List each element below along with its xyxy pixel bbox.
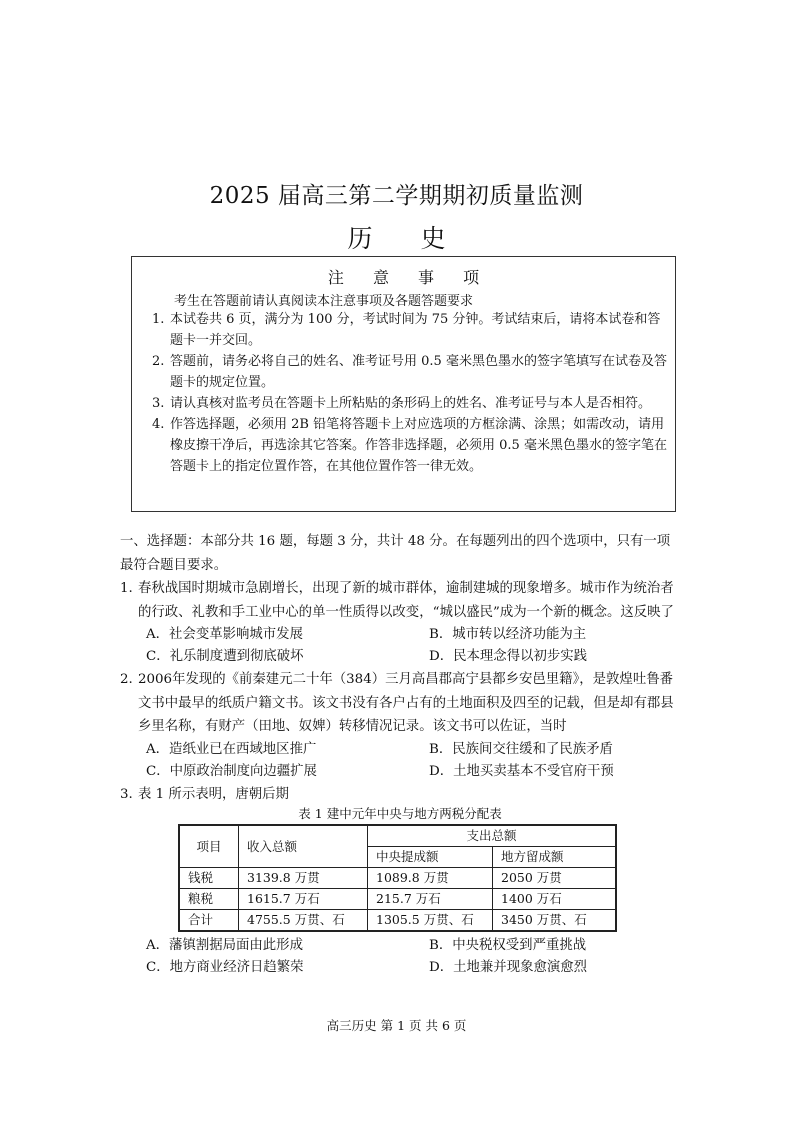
option-d: D．民本理念得以初步实践 (429, 649, 588, 664)
table-cell: 钱税 (179, 868, 239, 889)
option-c: C．地方商业经济日趋繁荣 (146, 960, 304, 975)
option-d: D．土地兼并现象愈演愈烈 (429, 960, 588, 975)
question-number: 2. (120, 672, 133, 687)
table-cell: 3139.8 万贯 (239, 868, 368, 889)
notice-item-text: 作答选择题，必须用 2B 铅笔将答题卡上对应选项的方框涂满、涂黑；如需改动，请用橡皮擦干净后，再选涂其它答案。作答非选择题，必须用 0.5 毫米黑色墨水的签字笔在答题卡上的指定位置作答，在其他位置作答一律无效。 (170, 417, 667, 474)
table-row (179, 889, 616, 910)
option-c: C．中原政治制度向边疆扩展 (146, 763, 317, 779)
header-local: 地方留成额 (493, 847, 617, 868)
question-2 (120, 668, 680, 739)
option-b: B．中央税权受到严重挑战 (429, 938, 587, 953)
exam-content (120, 530, 680, 979)
question-3-options (146, 935, 680, 979)
option-d: D．土地买卖基本不受官府干预 (429, 763, 614, 779)
notice-item-text: 请认真核对监考员在答题卡上所粘贴的条形码上的姓名、准考证号与本人是否相符。 (170, 396, 652, 411)
notice-item-number: 3. (152, 396, 165, 411)
question-3 (120, 783, 680, 807)
table-cell: 合计 (179, 910, 239, 932)
header-central: 中央提成额 (368, 847, 493, 868)
question-1-options (146, 624, 680, 668)
table-header-row (179, 825, 616, 847)
question-text: 春秋战国时期城市急剧增长，出现了新的城市群体，逾制建城的现象增多。城市作为统治者的行政、礼教和手工业中心的单一性质得以改变，“城以盛民”成为一个新的概念。这反映了 (138, 581, 674, 620)
notice-item-text: 答题前，请务必将自己的姓名、准考证号用 0.5 毫米黑色墨水的签字笔填写在试卷及答题卡的规定位置。 (170, 354, 667, 390)
table-cell: 2050 万贯 (493, 868, 617, 889)
notice-title: 注 意 事 项 (327, 268, 492, 287)
option-a: A．社会变革影响城市发展 (146, 627, 303, 642)
table-row (179, 868, 616, 889)
table-cell: 1305.5 万贯、石 (368, 910, 493, 932)
table-cell: 215.7 万石 (368, 889, 493, 910)
option-b: B．民族间交往缓和了民族矛盾 (429, 741, 613, 757)
page-title: 2025 届高三第二学期期初质量监测 (209, 183, 584, 209)
option-a: A．造纸业已在西域地区推广 (146, 741, 317, 757)
table-cell: 3450 万贯、石 (493, 910, 617, 932)
option-c: C．礼乐制度遭到彻底破坏 (146, 649, 304, 664)
notice-item-number: 4. (152, 417, 165, 432)
question-number: 1. (120, 581, 133, 596)
table-cell: 4755.5 万贯、石 (239, 910, 368, 932)
table-cell: 1400 万石 (493, 889, 617, 910)
option-b: B．城市转以经济功能为主 (429, 627, 587, 642)
option-a: A．藩镇割据局面由此形成 (146, 938, 303, 953)
notice-item (152, 309, 667, 351)
notice-item-text: 本试卷共 6 页，满分为 100 分，考试时间为 75 分钟。考试结束后，请将本试卷和答题卡一并交回。 (170, 312, 661, 348)
table-row (179, 910, 616, 932)
header-expense: 支出总额 (368, 825, 617, 847)
question-text: 2006年发现的《前秦建元二十年（384）三月高昌郡高宁县都乡安邑里籍》，是敦煌吐鲁番文书中最早的纸质户籍文书。该文书没有各户占有的土地面积及四至的记载，但是却有郡县乡里名称，有财产（田地、奴婢）转移情况记录。该文书可以佐证，当时 (138, 672, 674, 734)
table-cell: 1615.7 万石 (239, 889, 368, 910)
notice-item-number: 2. (152, 354, 165, 369)
header-income: 收入总额 (239, 825, 368, 868)
table-cell: 粮税 (179, 889, 239, 910)
header-item: 项目 (179, 825, 239, 868)
notice-item-number: 1. (152, 312, 165, 327)
question-number: 3. (120, 786, 133, 802)
notice-item (152, 351, 667, 393)
notice-item (152, 393, 667, 414)
page-footer: 高三历史 第 1 页 共 6 页 (326, 1018, 467, 1033)
section-heading: 一、选择题：本部分共 16 题，每题 3 分，共计 48 分。在每题列出的四个选项中，只有一项最符合题目要求。 (120, 534, 671, 573)
tax-table (178, 824, 617, 932)
table-cell: 1089.8 万贯 (368, 868, 493, 889)
notice-box (131, 256, 676, 512)
question-text: 表 1 所示表明，唐朝后期 (138, 786, 289, 802)
notice-list (152, 309, 667, 477)
subject-title: 历 史 (347, 224, 466, 253)
question-2-options (146, 739, 680, 783)
notice-intro: 考生在答题前请认真阅读本注意事项及各题答题要求 (174, 294, 474, 309)
notice-item (152, 414, 667, 477)
question-1 (120, 577, 680, 624)
table-caption: 表 1 建中元年中央与地方两税分配表 (298, 806, 502, 821)
